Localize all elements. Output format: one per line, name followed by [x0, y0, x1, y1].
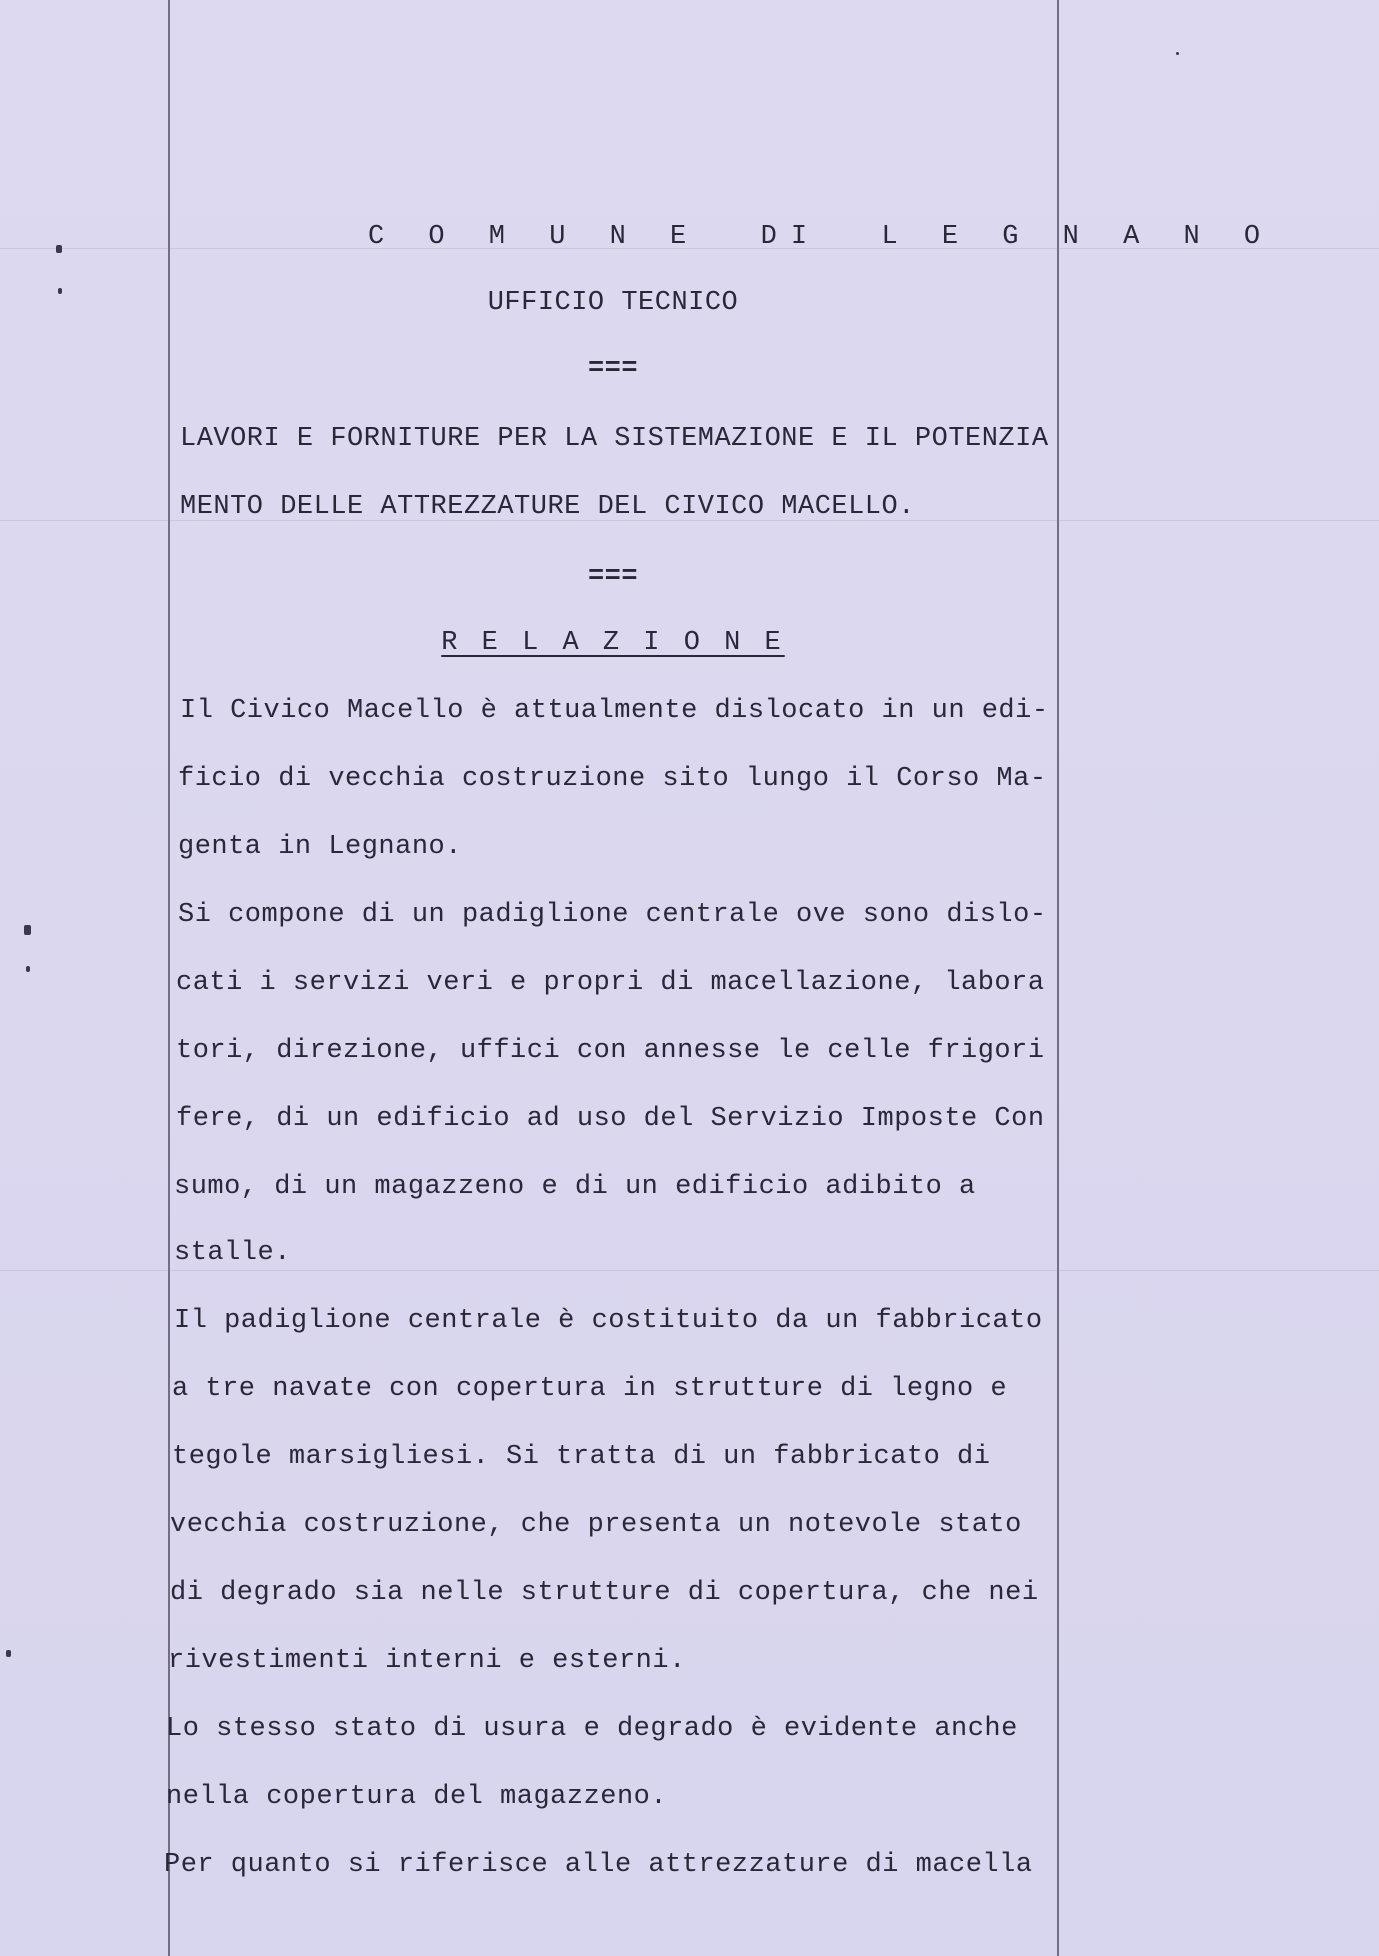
- subject-line-2: MENTO DELLE ATTREZZATURE DEL CIVICO MACELLO.: [180, 492, 915, 522]
- separator-2: ===: [587, 562, 639, 592]
- body-line: stalle.: [174, 1238, 291, 1268]
- body-line: Lo stesso stato di usura e degrado è evidente anche: [166, 1714, 1018, 1744]
- scan-speck: [26, 966, 30, 972]
- body-line: fere, di un edificio ad uso del Servizio Imposte Con: [176, 1104, 1045, 1134]
- body-line: ficio di vecchia costruzione sito lungo il Corso Ma-: [178, 764, 1047, 794]
- scan-speck: [1176, 52, 1179, 55]
- scan-speck: [58, 288, 62, 294]
- scan-speck: [6, 1650, 11, 1657]
- body-line: cati i servizi veri e propri di macellazione, labora: [176, 968, 1045, 998]
- body-line: vecchia costruzione, che presenta un notevole stato: [170, 1510, 1022, 1540]
- municipality-heading: C O M U N E DI L E G N A N O: [368, 222, 1275, 252]
- body-line: Il Civico Macello è attualmente dislocato in un edi-: [180, 696, 1049, 726]
- body-line: genta in Legnano.: [178, 832, 462, 862]
- body-line: tori, direzione, uffici con annesse le celle frigori: [176, 1036, 1045, 1066]
- section-title: R E L A Z I O N E: [441, 628, 785, 658]
- scan-speck: [56, 245, 62, 253]
- body-line: tegole marsigliesi. Si tratta di un fabbricato di: [172, 1442, 991, 1472]
- body-line: di degrado sia nelle strutture di copertura, che nei: [170, 1578, 1039, 1608]
- body-line: Il padiglione centrale è costituito da un fabbricato: [174, 1306, 1043, 1336]
- body-line: nella copertura del magazzeno.: [166, 1782, 668, 1812]
- separator-1: ===: [587, 354, 639, 384]
- subject-line-1: LAVORI E FORNITURE PER LA SISTEMAZIONE E IL POTENZIA: [180, 424, 1049, 454]
- paper-rule: [0, 1270, 1379, 1271]
- body-line: Si compone di un padiglione centrale ove sono dislo-: [178, 900, 1047, 930]
- scan-speck: [24, 925, 31, 935]
- office-heading: UFFICIO TECNICO: [487, 288, 739, 318]
- body-line: a tre navate con copertura in strutture di legno e: [172, 1374, 1008, 1404]
- body-line: Per quanto si riferisce alle attrezzature di macella: [164, 1850, 1033, 1880]
- body-line: sumo, di un magazzeno e di un edificio adibito a: [174, 1172, 976, 1202]
- body-line: rivestimenti interni e esterni.: [168, 1646, 686, 1676]
